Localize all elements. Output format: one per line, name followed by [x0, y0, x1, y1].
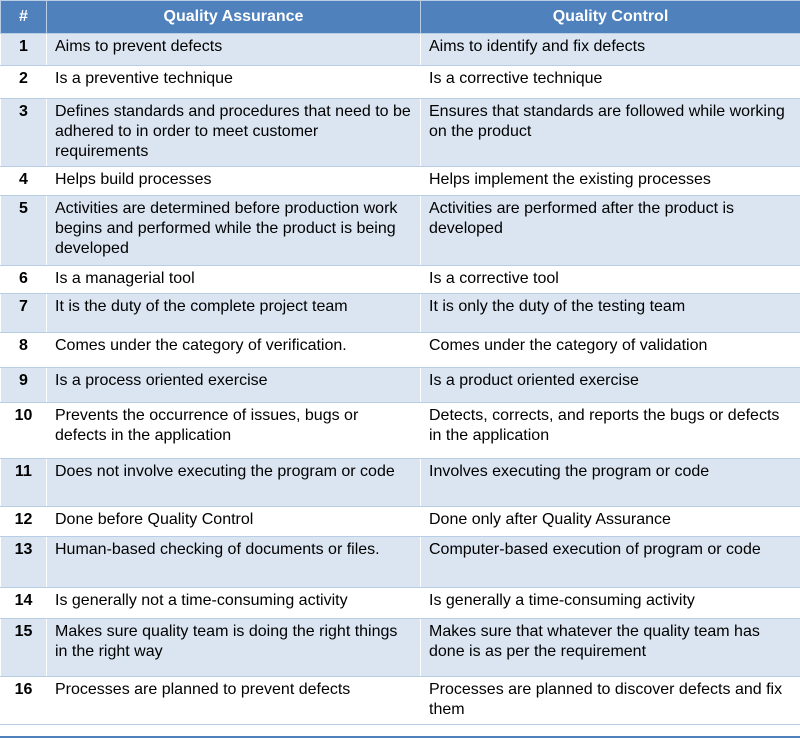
qa-cell: Aims to prevent defects [47, 34, 421, 66]
table-row [1, 368, 800, 403]
table-row [1, 677, 800, 725]
qa-cell: Comes under the category of verification. [47, 333, 421, 368]
qc-cell: Is generally a time-consuming activity [421, 588, 800, 619]
qc-cell: Makes sure that whatever the quality team has done is as per the requirement [421, 619, 800, 677]
row-number: 3 [1, 99, 47, 167]
table-row [1, 196, 800, 266]
qa-cell: It is the duty of the complete project team [47, 294, 421, 333]
row-number: 5 [1, 196, 47, 266]
row-number: 11 [1, 459, 47, 507]
row-number: 15 [1, 619, 47, 677]
qc-cell: Ensures that standards are followed while working on the product [421, 99, 800, 167]
header-quality-control: Quality Control [421, 1, 800, 34]
qa-cell: Defines standards and procedures that need to be adhered to in order to meet customer requirements [47, 99, 421, 167]
table-row [1, 333, 800, 368]
table-row [1, 294, 800, 333]
qc-cell: Is a corrective tool [421, 266, 800, 294]
qa-cell: Helps build processes [47, 167, 421, 196]
row-number: 12 [1, 507, 47, 537]
qc-cell: It is only the duty of the testing team [421, 294, 800, 333]
qa-cell: Is generally not a time-consuming activity [47, 588, 421, 619]
row-number: 9 [1, 368, 47, 403]
table-body [1, 34, 800, 725]
qa-cell: Makes sure quality team is doing the right things in the right way [47, 619, 421, 677]
qc-cell: Helps implement the existing processes [421, 167, 800, 196]
table-header-row [1, 1, 800, 34]
row-number: 10 [1, 403, 47, 459]
row-number: 16 [1, 677, 47, 725]
qc-cell: Aims to identify and fix defects [421, 34, 800, 66]
table-row [1, 619, 800, 677]
table-row [1, 167, 800, 196]
qc-cell: Comes under the category of validation [421, 333, 800, 368]
header-number: # [1, 1, 47, 34]
table-row [1, 34, 800, 66]
qa-cell: Done before Quality Control [47, 507, 421, 537]
table-row [1, 507, 800, 537]
row-number: 13 [1, 537, 47, 588]
row-number: 14 [1, 588, 47, 619]
qc-cell: Involves executing the program or code [421, 459, 800, 507]
qc-cell: Computer-based execution of program or code [421, 537, 800, 588]
row-number: 4 [1, 167, 47, 196]
row-number: 7 [1, 294, 47, 333]
qa-cell: Is a process oriented exercise [47, 368, 421, 403]
table-row [1, 99, 800, 167]
qc-cell: Detects, corrects, and reports the bugs or defects in the application [421, 403, 800, 459]
qa-cell: Does not involve executing the program or code [47, 459, 421, 507]
qc-cell: Activities are performed after the product is developed [421, 196, 800, 266]
row-number: 2 [1, 66, 47, 99]
qa-cell: Processes are planned to prevent defects [47, 677, 421, 725]
header-quality-assurance: Quality Assurance [47, 1, 421, 34]
qc-cell: Is a product oriented exercise [421, 368, 800, 403]
table-row [1, 459, 800, 507]
qa-cell: Human-based checking of documents or files. [47, 537, 421, 588]
table-row [1, 537, 800, 588]
qc-cell: Done only after Quality Assurance [421, 507, 800, 537]
table-row [1, 588, 800, 619]
row-number: 6 [1, 266, 47, 294]
qa-cell: Is a managerial tool [47, 266, 421, 294]
row-number: 1 [1, 34, 47, 66]
qa-cell: Prevents the occurrence of issues, bugs or defects in the application [47, 403, 421, 459]
qc-cell: Processes are planned to discover defects and fix them [421, 677, 800, 725]
row-number: 8 [1, 333, 47, 368]
qa-cell: Activities are determined before production work begins and performed while the product is being developed [47, 196, 421, 266]
qc-cell: Is a corrective technique [421, 66, 800, 99]
table-row [1, 403, 800, 459]
qa-cell: Is a preventive technique [47, 66, 421, 99]
table-row [1, 66, 800, 99]
table-row [1, 266, 800, 294]
